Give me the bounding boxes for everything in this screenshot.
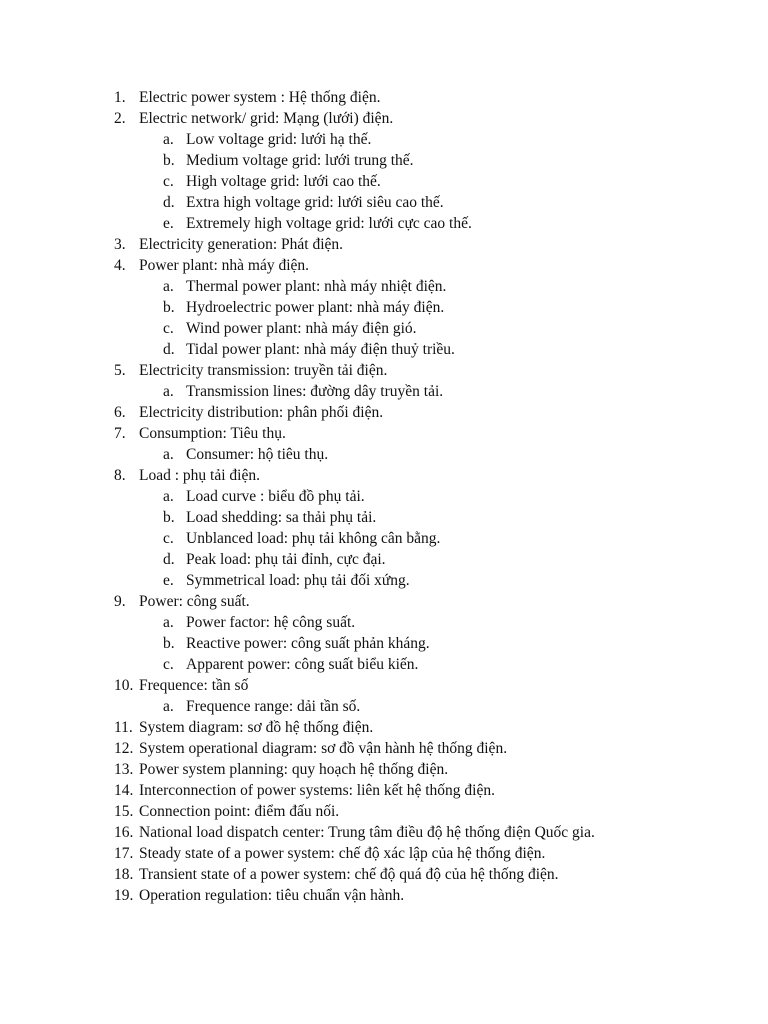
item-number: 7. (114, 425, 126, 442)
sub-item-text: Transmission lines: đường dây truyền tải. (186, 383, 444, 400)
list-item (0, 234, 768, 255)
list-item (0, 675, 768, 696)
item-text: Steady state of a power system: chế độ xác lập của hệ thống điện. (139, 845, 546, 862)
sub-item-text: Tidal power plant: nhà máy điện thuỷ triều. (186, 341, 455, 358)
item-number: 10. (114, 677, 134, 694)
item-number: 2. (114, 110, 126, 127)
sub-item-text: Power factor: hệ công suất. (186, 614, 356, 631)
sub-item-letter: d. (163, 551, 175, 568)
sub-item-letter: e. (163, 572, 174, 589)
sub-list-item (0, 612, 768, 633)
sub-item-letter: a. (163, 383, 174, 400)
sub-item-letter: e. (163, 215, 174, 232)
list-item (0, 591, 768, 612)
item-text: Frequence: tần số (139, 677, 249, 694)
list-item (0, 738, 768, 759)
sub-item-letter: b. (163, 152, 175, 169)
item-number: 13. (114, 761, 134, 778)
item-text: Load : phụ tải điện. (139, 467, 260, 484)
sub-item-text: Peak load: phụ tải đỉnh, cực đại. (186, 551, 386, 568)
item-number: 14. (114, 782, 134, 799)
list-item (0, 108, 768, 129)
sub-list-item (0, 213, 768, 234)
sub-list-item (0, 570, 768, 591)
item-number: 4. (114, 257, 126, 274)
sub-list-item (0, 444, 768, 465)
sub-list-item (0, 318, 768, 339)
list-item (0, 780, 768, 801)
sub-list-item (0, 528, 768, 549)
item-number: 15. (114, 803, 134, 820)
sub-list-item (0, 297, 768, 318)
sub-item-letter: b. (163, 509, 175, 526)
list-item (0, 360, 768, 381)
item-number: 19. (114, 887, 134, 904)
list-item (0, 465, 768, 486)
item-text: Power plant: nhà máy điện. (139, 257, 310, 274)
sub-item-text: Hydroelectric power plant: nhà máy điện. (186, 299, 445, 316)
item-text: System diagram: sơ đồ hệ thống điện. (139, 719, 374, 736)
sub-list-item (0, 339, 768, 360)
item-text: Electricity distribution: phân phối điện. (139, 404, 384, 421)
item-text: Consumption: Tiêu thụ. (139, 425, 286, 442)
sub-item-text: Symmetrical load: phụ tải đối xứng. (186, 572, 410, 589)
sub-item-text: High voltage grid: lưới cao thế. (186, 173, 381, 190)
sub-list-item (0, 549, 768, 570)
sub-item-letter: a. (163, 278, 174, 295)
sub-list-item (0, 696, 768, 717)
item-number: 5. (114, 362, 126, 379)
item-number: 8. (114, 467, 126, 484)
item-number: 3. (114, 236, 126, 253)
list-item (0, 801, 768, 822)
sub-item-letter: c. (163, 173, 174, 190)
sub-list-item (0, 381, 768, 402)
sub-item-letter: a. (163, 614, 174, 631)
list-item (0, 822, 768, 843)
item-text: National load dispatch center: Trung tâm điều độ hệ thống điện Quốc gia. (139, 824, 595, 841)
list-item (0, 885, 768, 906)
sub-list-item (0, 507, 768, 528)
item-text: Electricity transmission: truyền tải điện. (139, 362, 388, 379)
sub-item-letter: c. (163, 656, 174, 673)
item-text: System operational diagram: sơ đồ vận hành hệ thống điện. (139, 740, 508, 757)
list-item (0, 759, 768, 780)
item-text: Transient state of a power system: chế độ quá độ của hệ thống điện. (139, 866, 559, 883)
sub-item-letter: d. (163, 341, 175, 358)
sub-list-item (0, 171, 768, 192)
sub-item-text: Frequence range: dải tần số. (186, 698, 361, 715)
item-number: 12. (114, 740, 134, 757)
sub-item-text: Consumer: hộ tiêu thụ. (186, 446, 329, 463)
sub-item-letter: a. (163, 488, 174, 505)
item-number: 16. (114, 824, 134, 841)
sub-item-letter: a. (163, 698, 174, 715)
sub-item-text: Unblanced load: phụ tải không cân bằng. (186, 530, 441, 547)
sub-item-letter: d. (163, 194, 175, 211)
sub-item-text: Thermal power plant: nhà máy nhiệt điện. (186, 278, 447, 295)
sub-list-item (0, 150, 768, 171)
sub-item-text: Load curve : biểu đồ phụ tải. (186, 488, 365, 505)
list-item (0, 843, 768, 864)
sub-item-text: Extra high voltage grid: lưới siêu cao thế. (186, 194, 444, 211)
item-text: Electric network/ grid: Mạng (lưới) điện. (139, 110, 394, 127)
sub-list-item (0, 486, 768, 507)
sub-item-letter: c. (163, 320, 174, 337)
sub-item-text: Low voltage grid: lưới hạ thế. (186, 131, 372, 148)
item-text: Electricity generation: Phát điện. (139, 236, 344, 253)
list-item (0, 717, 768, 738)
sub-list-item (0, 276, 768, 297)
item-number: 17. (114, 845, 134, 862)
sub-item-letter: c. (163, 530, 174, 547)
item-number: 9. (114, 593, 126, 610)
item-text: Interconnection of power systems: liên kết hệ thống điện. (139, 782, 495, 799)
sub-item-letter: a. (163, 131, 174, 148)
sub-item-text: Wind power plant: nhà máy điện gió. (186, 320, 417, 337)
sub-list-item (0, 633, 768, 654)
sub-list-item (0, 654, 768, 675)
sub-item-text: Extremely high voltage grid: lưới cực cao thế. (186, 215, 472, 232)
item-number: 11. (114, 719, 133, 736)
list-item (0, 402, 768, 423)
item-text: Operation regulation: tiêu chuẩn vận hành. (139, 887, 405, 904)
item-number: 1. (114, 89, 126, 106)
sub-item-text: Medium voltage grid: lưới trung thế. (186, 152, 414, 169)
list-item (0, 864, 768, 885)
item-text: Connection point: điểm đấu nối. (139, 803, 340, 820)
sub-item-text: Reactive power: công suất phản kháng. (186, 635, 430, 652)
sub-list-item (0, 192, 768, 213)
sub-list-item (0, 129, 768, 150)
list-item (0, 87, 768, 108)
sub-item-text: Load shedding: sa thải phụ tải. (186, 509, 377, 526)
item-number: 6. (114, 404, 126, 421)
item-number: 18. (114, 866, 134, 883)
sub-item-letter: b. (163, 635, 175, 652)
item-text: Power system planning: quy hoạch hệ thống điện. (139, 761, 449, 778)
glossary-document (0, 87, 768, 906)
sub-item-letter: a. (163, 446, 174, 463)
sub-item-letter: b. (163, 299, 175, 316)
item-text: Power: công suất. (139, 593, 250, 610)
list-item (0, 423, 768, 444)
sub-item-text: Apparent power: công suất biểu kiến. (186, 656, 419, 673)
item-text: Electric power system : Hệ thống điện. (139, 89, 381, 106)
list-item (0, 255, 768, 276)
